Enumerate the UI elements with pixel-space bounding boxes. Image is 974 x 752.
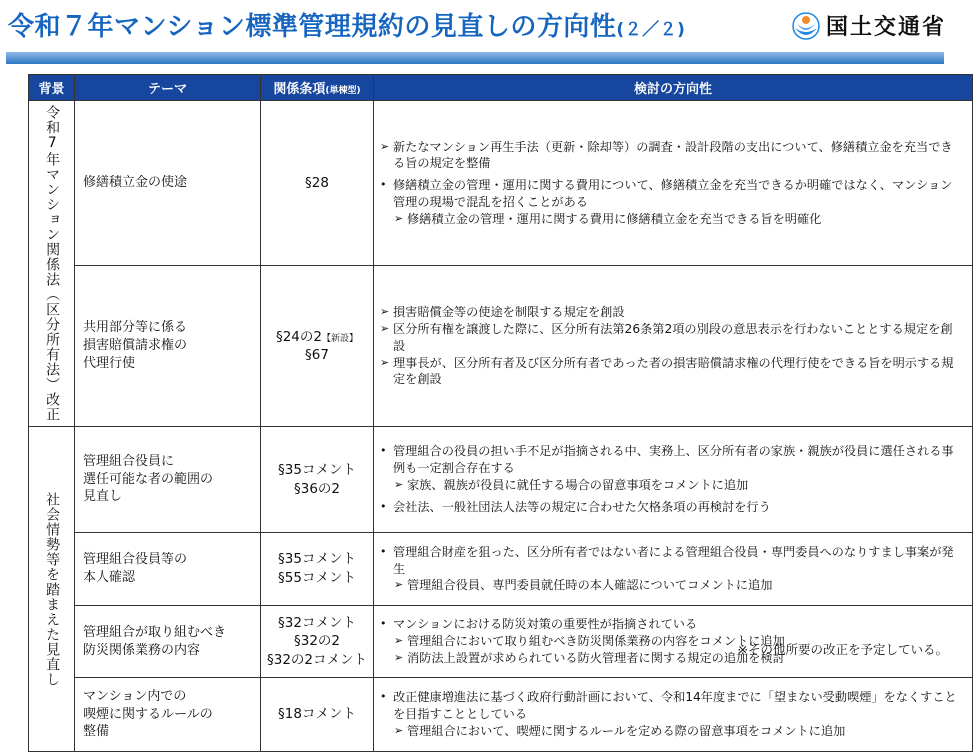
theme-line: 整備 bbox=[83, 724, 110, 740]
page-title bbox=[8, 6, 685, 43]
direction-item bbox=[380, 355, 964, 389]
theme-line: 共用部分等に係る bbox=[83, 320, 188, 336]
direction-text: 修繕積立金の管理・運用に関する費用について、修繕積立金を充当できるか明確ではなく、マンション管理の現場で混乱を招くことがある bbox=[393, 178, 953, 210]
table-row bbox=[29, 427, 973, 533]
dot-bullet-icon: • bbox=[380, 499, 387, 513]
direction-item bbox=[380, 544, 964, 578]
direction-text: 管理組合の役員の担い手不足が指摘される中、実務上、区分所有者の家族・親族が役員に選任される事例も一定割合存在する bbox=[393, 444, 954, 476]
direction-item bbox=[380, 211, 964, 228]
direction-text: 新たなマンション再生手法（更新・除却等）の調査・設計段階の支出について、修繕積立金を充当できる旨の規定を整備 bbox=[393, 139, 953, 171]
direction-text: 消防法上設置が求められている防火管理者に関する規定の追加を検討 bbox=[407, 650, 785, 665]
theme-line: 防災関係業務の内容 bbox=[83, 642, 201, 658]
direction-text: 会社法、一般社団法人法等の規定に合わせた欠格条項の再検討を行う bbox=[393, 499, 771, 514]
theme-cell bbox=[75, 606, 261, 678]
title-rule bbox=[6, 52, 944, 64]
theme-line: マンション内での bbox=[83, 688, 187, 704]
header-references-note: (単棟型) bbox=[325, 86, 361, 96]
arrow-bullet-icon: ➢ bbox=[380, 139, 390, 153]
table-row bbox=[29, 678, 973, 752]
theme-cell bbox=[75, 678, 261, 752]
reference-line: §36の2 bbox=[293, 480, 341, 497]
direction-item bbox=[380, 477, 964, 494]
mlit-logo bbox=[792, 10, 946, 41]
dot-bullet-icon: • bbox=[380, 690, 387, 704]
theme-line: 損害賠償請求権の bbox=[83, 338, 188, 354]
direction-cell bbox=[374, 427, 973, 533]
reference-line: §32コメント bbox=[278, 614, 356, 631]
direction-item bbox=[380, 321, 964, 355]
direction-item bbox=[380, 577, 964, 594]
dot-bullet-icon: • bbox=[380, 178, 387, 192]
direction-cell bbox=[374, 266, 973, 427]
reference-text: §24の2 bbox=[275, 328, 322, 345]
direction-text: 管理組合財産を狙った、区分所有者ではない者による管理組合役員・専門委員へのなりすまし事案が発生 bbox=[393, 544, 954, 576]
background-cell: 令和7年マンション関係法（区分所有法）改正 bbox=[29, 101, 75, 427]
arrow-bullet-icon: ➢ bbox=[394, 723, 404, 737]
mlit-logo-icon bbox=[792, 12, 820, 40]
direction-text: 修繕積立金の管理・運用に関する費用に修繕積立金を充当できる旨を明確化 bbox=[407, 211, 822, 226]
table-row bbox=[29, 533, 973, 606]
header-references-label: 関係条項 bbox=[273, 82, 326, 97]
header-background: 背景 bbox=[29, 75, 75, 101]
reference-line: §35コメント bbox=[278, 461, 356, 478]
title-main: 令和７年マンション標準管理規約の見直しの方向性 bbox=[8, 12, 617, 42]
reference-cell bbox=[261, 533, 374, 606]
direction-text: 損害賠償金等の使途を制限する規定を創設 bbox=[393, 305, 625, 320]
direction-item bbox=[380, 723, 964, 740]
new-article-note: 【新設】 bbox=[322, 333, 359, 344]
direction-item bbox=[380, 177, 964, 211]
theme-line: 本人確認 bbox=[83, 570, 136, 585]
direction-text: 管理組合において、喫煙に関するルールを定める際の留意事項をコメントに追加 bbox=[407, 723, 846, 738]
theme-line: 修繕積立金の使途 bbox=[83, 175, 188, 191]
direction-text: 家族、親族が役員に就任する場合の留意事項をコメントに追加 bbox=[407, 478, 749, 492]
theme-cell bbox=[75, 533, 261, 606]
reference-cell bbox=[261, 266, 374, 427]
reference-line: §35コメント bbox=[278, 551, 356, 568]
direction-item bbox=[380, 616, 964, 633]
direction-text: 管理組合において取り組むべき防災関係業務の内容をコメントに追加 bbox=[407, 634, 785, 649]
theme-cell bbox=[75, 101, 261, 266]
header-theme: テーマ bbox=[75, 75, 261, 101]
direction-item bbox=[380, 499, 964, 516]
direction-item bbox=[380, 689, 964, 723]
reference-line: §28 bbox=[305, 174, 329, 191]
header-references bbox=[261, 75, 374, 101]
dot-bullet-icon: • bbox=[380, 444, 387, 458]
direction-text: 管理組合役員、専門委員就任時の本人確認についてコメントに追加 bbox=[407, 578, 773, 593]
arrow-bullet-icon: ➢ bbox=[380, 355, 390, 369]
arrow-bullet-icon: ➢ bbox=[394, 634, 404, 648]
table-header-row bbox=[29, 75, 973, 101]
direction-cell bbox=[374, 678, 973, 752]
reference-line: §32の2 bbox=[293, 633, 341, 650]
direction-text: 改正健康増進法に基づく政府行動計画において、令和14年度までに「望まない受動喫煙」をなくすことを目指すこととしている bbox=[393, 690, 957, 722]
theme-cell bbox=[75, 266, 261, 427]
theme-line: 管理組合役員等の bbox=[83, 552, 188, 568]
theme-line: 管理組合役員に bbox=[83, 453, 175, 469]
reference-line: §32の2コメント bbox=[266, 651, 368, 668]
background-cell: 社会情勢等を踏まえた見直し bbox=[29, 427, 75, 752]
footnote: ※その他所要の改正を予定している。 bbox=[737, 642, 948, 657]
reference-cell bbox=[261, 427, 374, 533]
dot-bullet-icon: • bbox=[380, 617, 387, 631]
direction-text: 区分所有権を譲渡した際に、区分所有法第26条第2項の別段の意思表示を行わないこととする規定を創設 bbox=[393, 321, 953, 353]
arrow-bullet-icon: ➢ bbox=[394, 478, 404, 491]
theme-line: 喫煙に関するルールの bbox=[83, 706, 213, 722]
reference-line: §55コメント bbox=[278, 570, 356, 586]
header-direction: 検討の方向性 bbox=[374, 75, 973, 101]
reference-cell bbox=[261, 101, 374, 266]
reference-cell bbox=[261, 678, 374, 752]
direction-text: マンションにおける防災対策の重要性が指摘されている bbox=[393, 617, 698, 632]
theme-line: 管理組合が取り組むべき bbox=[83, 624, 227, 640]
arrow-bullet-icon: ➢ bbox=[380, 321, 390, 335]
arrow-bullet-icon: ➢ bbox=[380, 305, 390, 319]
reference-line: §67 bbox=[305, 347, 329, 364]
direction-item bbox=[380, 443, 964, 477]
direction-text: 理事長が、区分所有者及び区分所有者であった者の損害賠償請求権の代理行使をできる旨を明示する規定を創設 bbox=[393, 355, 954, 387]
direction-item bbox=[380, 139, 964, 173]
table-row bbox=[29, 101, 973, 266]
theme-cell bbox=[75, 427, 261, 533]
theme-line: 代理行使 bbox=[83, 356, 136, 372]
org-name: 国土交通省 bbox=[825, 15, 946, 40]
arrow-bullet-icon: ➢ bbox=[394, 211, 404, 225]
theme-line: 見直し bbox=[83, 489, 123, 505]
reference-line: §18コメント bbox=[278, 706, 356, 723]
theme-line: 選任可能な者の範囲の bbox=[83, 471, 214, 487]
title-suffix: (２／２) bbox=[616, 20, 686, 40]
direction-cell bbox=[374, 101, 973, 266]
reference-cell bbox=[261, 606, 374, 678]
dot-bullet-icon: • bbox=[380, 544, 387, 558]
reference-line bbox=[261, 328, 373, 347]
arrow-bullet-icon: ➢ bbox=[394, 578, 404, 592]
arrow-bullet-icon: ➢ bbox=[394, 650, 404, 664]
direction-item bbox=[380, 304, 964, 321]
table-row bbox=[29, 266, 973, 427]
direction-cell bbox=[374, 533, 973, 606]
